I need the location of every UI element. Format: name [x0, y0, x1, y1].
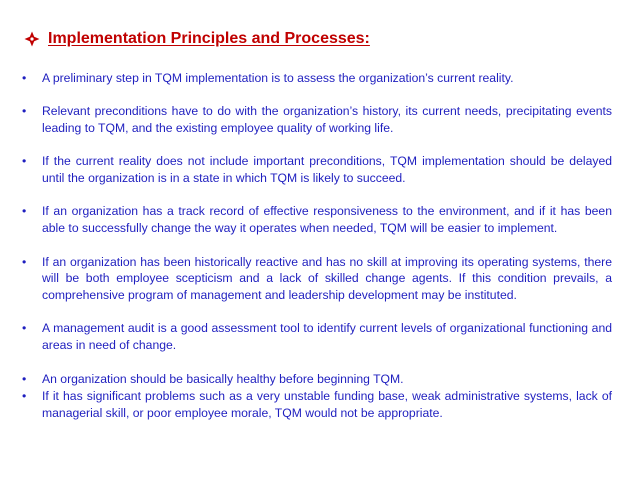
heading-text: Implementation Principles and Processes: — [48, 30, 370, 47]
bullet-item — [22, 371, 612, 388]
bullet-item — [22, 388, 612, 422]
bullet-text: If it has significant problems such as a very unstable funding base, weak administrative systems, lack of managerial skill, or poor employee morale, TQM would not be appropriate. — [42, 389, 612, 421]
bullet-dot-icon: • — [22, 371, 27, 386]
bullet-text: An organization should be basically healthy before beginning TQM. — [42, 371, 404, 386]
bullet-dot-icon: • — [22, 321, 27, 336]
bullet-item — [22, 203, 612, 237]
bullet-item — [22, 153, 612, 187]
bullet-text: If an organization has been historically reactive and has no skill at improving its operating systems, there will be both employee scepticism and a lack of skilled change agents. If this condition prevails, a comprehensive program of management and leadership development may be instituted. — [42, 254, 612, 303]
slide-heading — [24, 30, 370, 48]
bullet-text: If the current reality does not include important preconditions, TQM implementation should be delayed until the organization is in a state in which TQM is likely to succeed. — [42, 154, 612, 186]
diamond-bullet-icon — [24, 31, 40, 47]
bullet-text: A management audit is a good assessment tool to identify current levels of organizational functioning and areas in need of change. — [42, 321, 612, 353]
bullet-dot-icon: • — [22, 71, 27, 85]
bullet-item — [22, 103, 612, 137]
bullet-text: If an organization has a track record of effective responsiveness to the environment, and if it has been able to successfully change the way it operates when needed, TQM will be easier to implement. — [42, 204, 612, 236]
bullet-item — [22, 254, 612, 304]
bullet-dot-icon: • — [22, 204, 27, 219]
bullet-text: Relevant preconditions have to do with the organization’s history, its current needs, precipitating events leading to TQM, and the existing employee quality of working life. — [42, 104, 612, 136]
bullet-dot-icon: • — [22, 154, 27, 169]
bullet-text: A preliminary step in TQM implementation is to assess the organization’s current reality. — [42, 71, 514, 85]
bullet-item — [22, 320, 612, 354]
bullet-dot-icon: • — [22, 254, 27, 269]
bullet-list — [22, 70, 612, 422]
bullet-dot-icon: • — [22, 104, 27, 119]
bullet-item — [22, 70, 612, 87]
bullet-dot-icon: • — [22, 389, 27, 404]
